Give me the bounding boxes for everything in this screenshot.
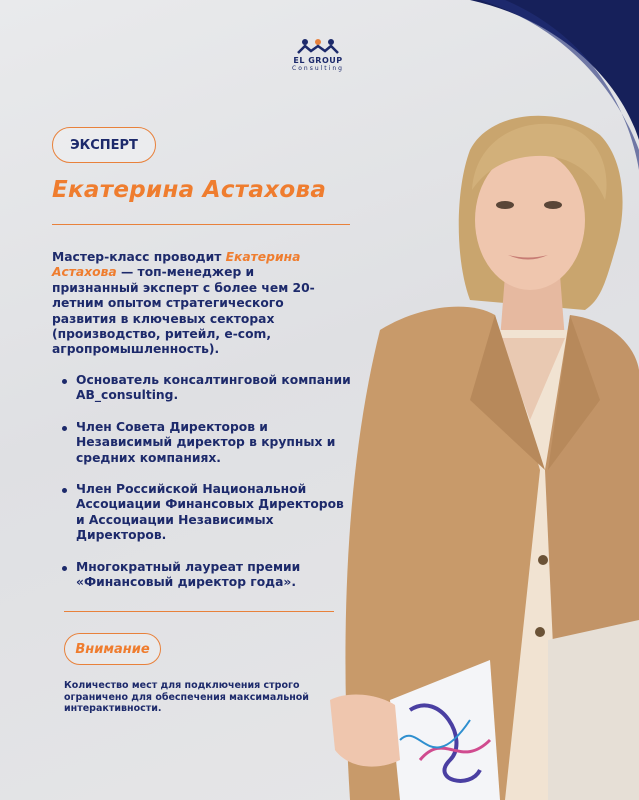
- logo-subtitle: Consulting: [292, 65, 344, 72]
- attention-note: Количество мест для подключения строго ограничено для обеспечения максимальной интерактивности.: [64, 680, 309, 714]
- divider: [64, 611, 334, 612]
- list-item: Основатель консалтинговой компании AB_consulting.: [62, 373, 352, 404]
- intro-suffix: — топ-менеджер и признанный эксперт с более чем 20-летним опытом стратегического развития в ключевых секторах (производство, ритейл, e-com, агропромышленность).: [52, 265, 315, 357]
- list-item: Член Совета Директоров и Независимый директор в крупных и средних компаниях.: [62, 420, 352, 466]
- divider: [52, 224, 350, 225]
- logo-name: EL GROUP: [293, 56, 343, 65]
- list-item: Член Российской Национальной Ассоциации Финансовых Директоров и Ассоциации Независимых Директоров.: [62, 482, 352, 544]
- expert-name: Екатерина Астахова: [52, 177, 327, 203]
- expert-badge: ЭКСПЕРТ: [52, 127, 156, 163]
- intro-paragraph: [52, 250, 342, 358]
- intro-prefix: Мастер-класс проводит: [52, 250, 226, 264]
- achievements-list: [62, 373, 352, 606]
- intro-highlight: Екатерина Астахова: [52, 250, 301, 280]
- people-logo-icon: [296, 38, 340, 54]
- attention-badge: Внимание: [64, 633, 161, 665]
- company-logo: [278, 38, 358, 72]
- list-item: Многократный лауреат премии «Финансовый директор года».: [62, 560, 352, 591]
